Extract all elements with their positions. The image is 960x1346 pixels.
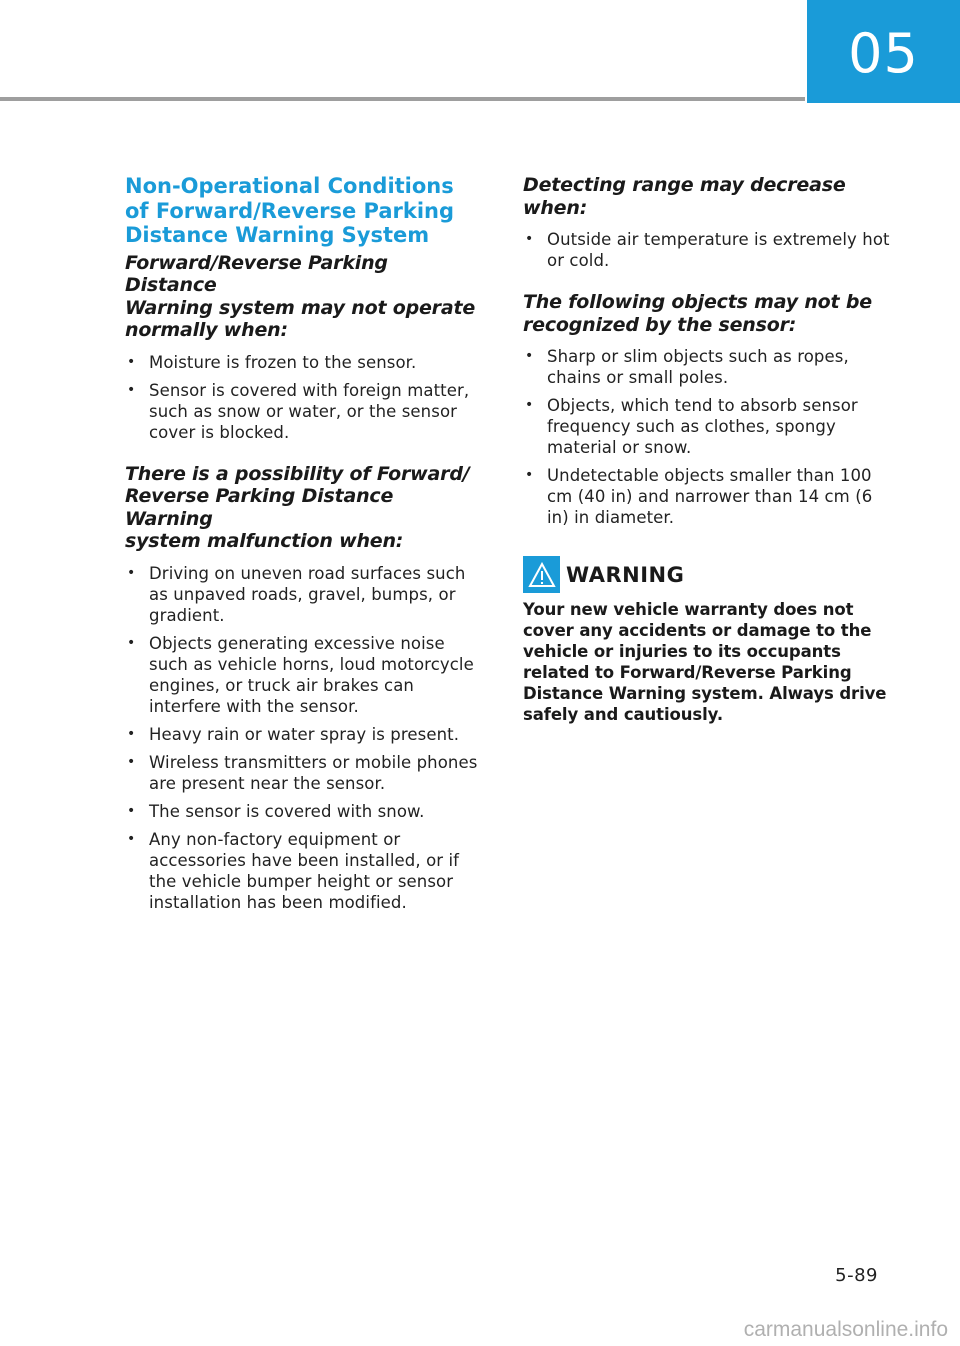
bullet-list — [523, 229, 893, 271]
sub-heading-line: recognized by the sensor: — [523, 313, 797, 336]
sub-heading-line: The following objects may not be — [523, 291, 872, 313]
sub-heading-line: Reverse Parking Distance Warning — [125, 485, 394, 530]
sub-heading-line: Warning system may not operate — [125, 296, 476, 319]
section-title — [125, 174, 485, 248]
list-item: • Sharp or slim objects such as ropes, chains or small poles. — [523, 346, 893, 388]
list-item: • The sensor is covered with snow. — [125, 801, 485, 822]
sub-heading-objects — [523, 291, 893, 336]
sub-heading-line: when: — [523, 196, 588, 219]
page-number: 5-89 — [835, 1265, 878, 1286]
sub-heading-malfunction — [125, 463, 485, 553]
list-item: • Outside air temperature is extremely hot or cold. — [523, 229, 893, 271]
sub-heading-range — [523, 174, 893, 219]
list-item: • Heavy rain or water spray is present. — [125, 724, 485, 745]
watermark: carmanualsonline.info — [743, 1318, 948, 1341]
list-item: • Undetectable objects smaller than 100 cm (40 in) and narrower than 14 cm (6 in) in diameter. — [523, 465, 893, 528]
list-item: • Driving on uneven road surfaces such as unpaved roads, gravel, bumps, or gradient. — [125, 563, 485, 626]
bullet-list — [125, 563, 485, 913]
sub-heading-line: Detecting range may decrease — [523, 174, 846, 196]
warning-header — [523, 556, 893, 593]
section-title-line: of Forward/Reverse Parking — [125, 198, 455, 223]
list-item: • Moisture is frozen to the sensor. — [125, 352, 485, 373]
section-title-line: Non-Operational Conditions — [125, 174, 454, 198]
sub-heading-not-operate — [125, 252, 485, 342]
warning-triangle-icon — [523, 556, 560, 593]
list-item: • Any non-factory equipment or accessories have been installed, or if the vehicle bumper height or sensor installation has been modified. — [125, 829, 485, 913]
chapter-tab — [807, 0, 960, 103]
warning-text: Your new vehicle warranty does not cover any accidents or damage to the vehicle or injuries to its occupants related to Forward/Reverse Parking Distance Warning system. Always drive safely and cautiously. — [523, 600, 887, 724]
header-rule — [0, 97, 805, 101]
sub-heading-line: Forward/Reverse Parking Distance — [125, 251, 388, 296]
list-item: • Wireless transmitters or mobile phones are present near the sensor. — [125, 752, 485, 794]
list-item: • Objects, which tend to absorb sensor frequency such as clothes, spongy material or snow. — [523, 395, 893, 458]
sub-heading-line: system malfunction when: — [125, 530, 404, 552]
sub-heading-line: normally when: — [125, 319, 288, 341]
left-column — [125, 174, 485, 933]
warning-label: WARNING — [566, 562, 685, 587]
list-item: • Objects generating excessive noise such as vehicle horns, loud motorcycle engines, or truck air brakes can interfere with the sensor. — [125, 633, 485, 717]
section-title-line: Distance Warning System — [125, 223, 430, 247]
bullet-list — [125, 352, 485, 443]
right-column — [523, 174, 893, 725]
bullet-list — [523, 346, 893, 528]
list-item: • Sensor is covered with foreign matter, such as snow or water, or the sensor cover is blocked. — [125, 380, 485, 443]
chapter-number: 05 — [848, 22, 919, 85]
sub-heading-line: There is a possibility of Forward/ — [125, 462, 470, 485]
